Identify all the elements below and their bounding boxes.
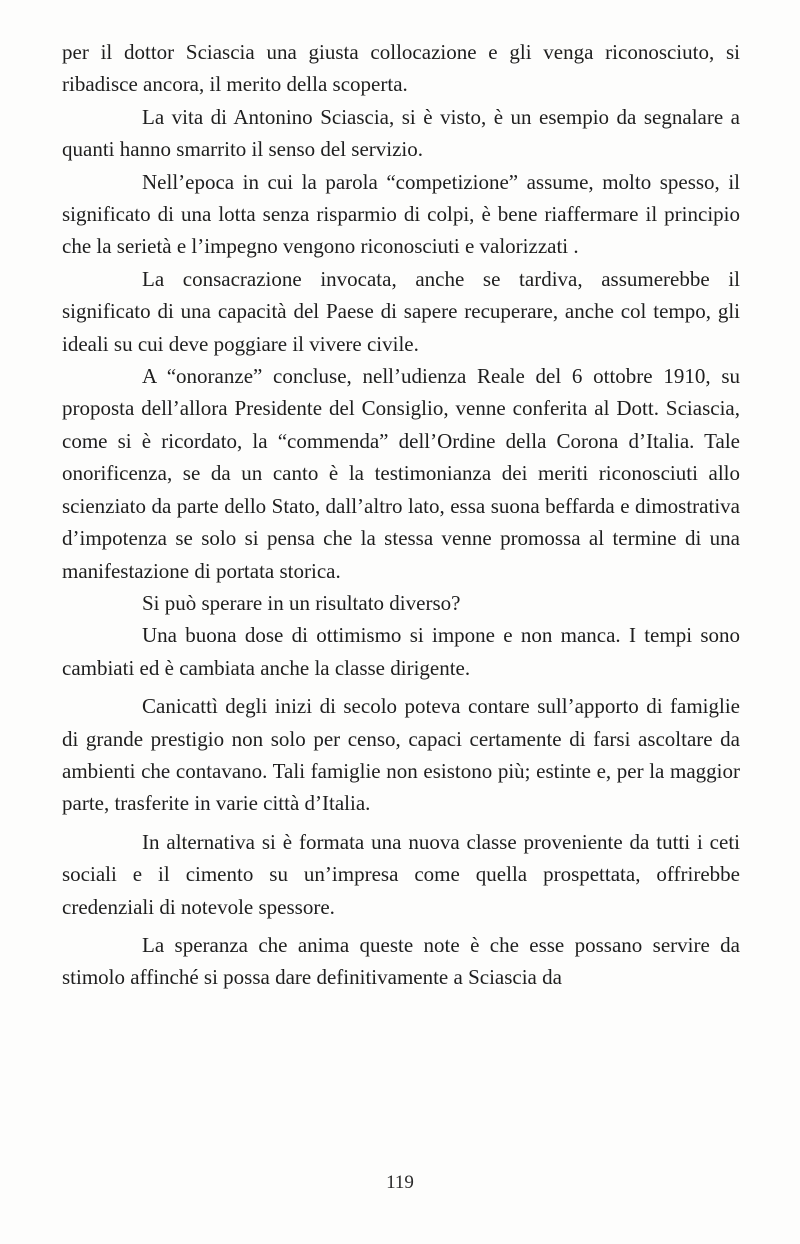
paragraph: In alternativa si è formata una nuova classe proveniente da tutti i ceti sociali e il cimento su un’impresa come quella prospettata, offrirebbe credenziali di notevole spessore. <box>62 829 740 919</box>
paragraph: La consacrazione invocata, anche se tardiva, assumerebbe il significato di una capacità del Paese di sapere recuperare, anche col tempo, gli ideali su cui deve poggiare il vivere civile. <box>62 266 740 356</box>
page-number: 119 <box>386 1172 414 1193</box>
paragraph-continuation: per il dottor Sciascia una giusta collocazione e gli venga riconosciuto, si ribadisce ancora, il merito della scoperta. <box>62 40 740 97</box>
paragraph: La vita di Antonino Sciascia, si è visto, è un esempio da segnalare a quanti hanno smarrito il senso del servizio. <box>62 104 740 162</box>
paragraph: Nell’epoca in cui la parola “competizione” assume, molto spesso, il significato di una lotta senza risparmio di colpi, è bene riaffermare il principio che la serietà e l’impegno vengono riconosciuti e valorizzati . <box>62 169 740 259</box>
body-text <box>62 36 740 994</box>
paragraph: Una buona dose di ottimismo si impone e non manca. I tempi sono cambiati ed è cambiata anche la classe dirigente. <box>62 623 740 680</box>
paragraph: A “onoranze” concluse, nell’udienza Reale del 6 ottobre 1910, su proposta dell’allora Presidente del Consiglio, venne conferita al Dott. Sciascia, come si è ricordato, la “commenda” dell’Ordine della Corona d’Italia. Tale onorificenza, se da un canto è la testimonianza dei meriti riconosciuti allo scienziato da parte dello Stato, dall’altro lato, essa suona beffarda e dimostrativa d’impotenza se solo si pensa che la stessa venne promossa al termine di una manifestazione di portata storica. <box>62 364 740 583</box>
paragraph: La speranza che anima queste note è che esse possano servire da stimolo affinché si possa dare definitivamente a Sciascia da <box>62 932 740 990</box>
paragraph: Canicattì degli inizi di secolo poteva contare sull’apporto di famiglie di grande prestigio non solo per censo, capaci certamente di farsi ascoltare da ambienti che contavano. Tali famiglie non esistono più; estinte e, per la maggior parte, trasferite in varie città d’Italia. <box>62 694 740 816</box>
paragraph: Si può sperare in un risultato diverso? <box>142 590 461 615</box>
